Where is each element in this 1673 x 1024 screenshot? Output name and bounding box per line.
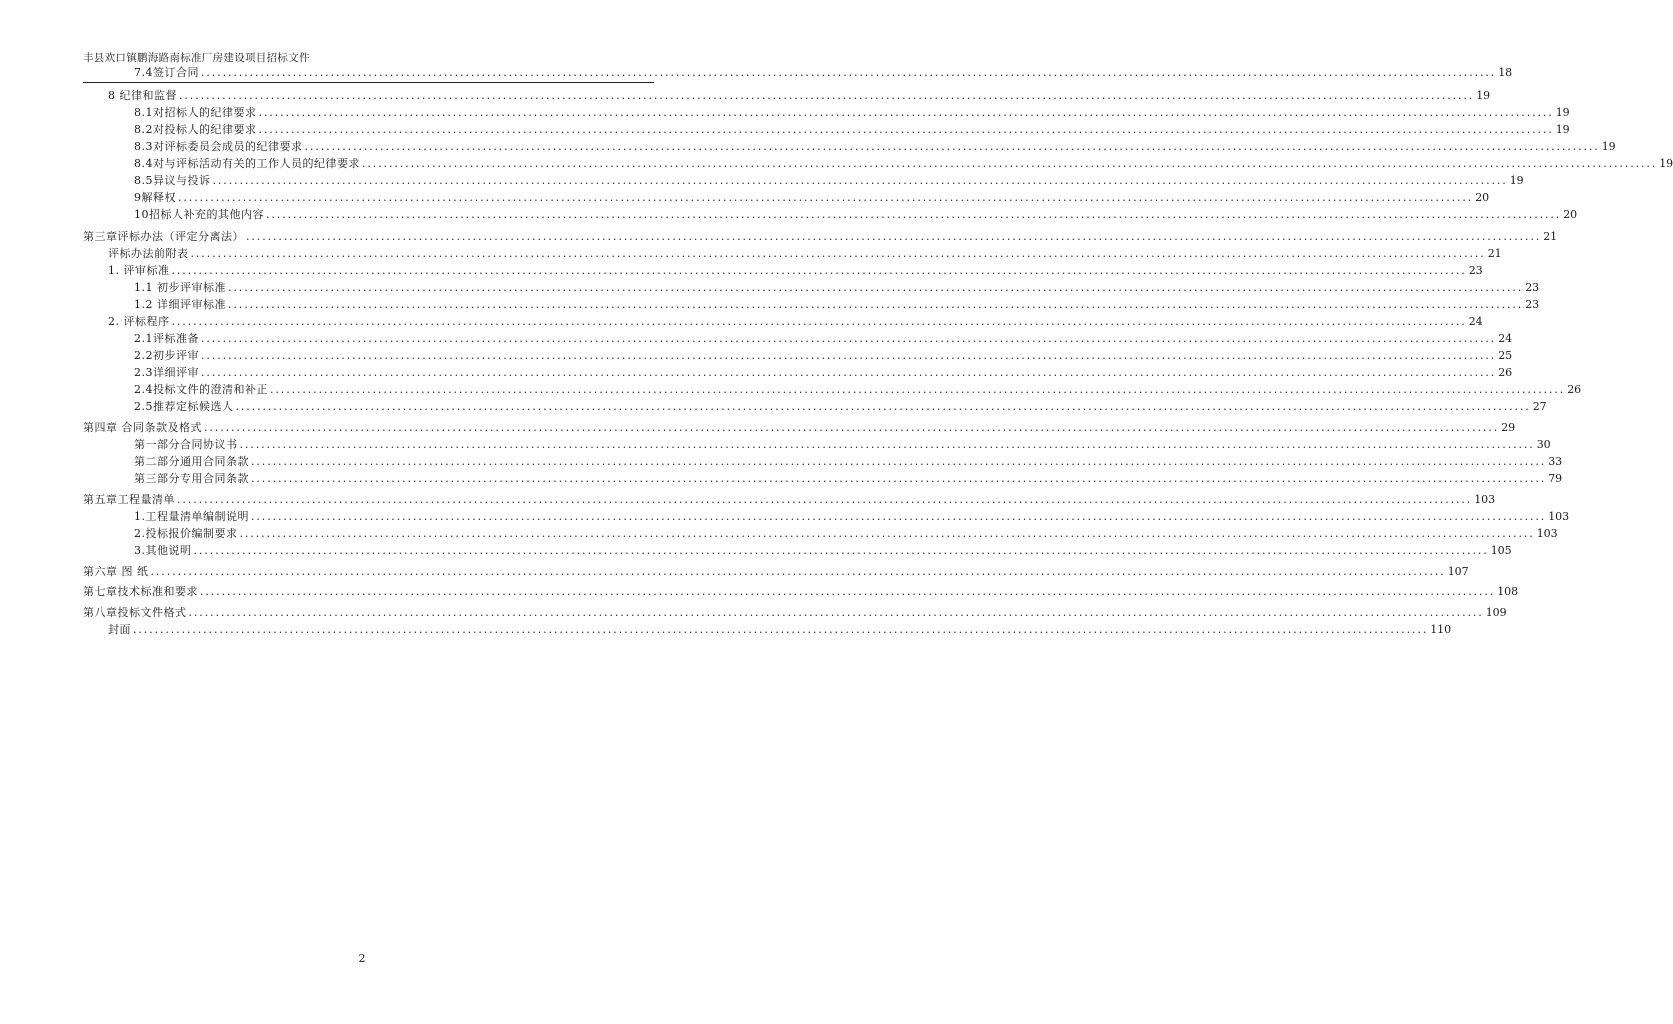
toc-entry-page: 25 (1498, 349, 1513, 362)
page-number: 2 (358, 952, 366, 965)
toc-dot-leader: ................................................................................................................................................................................................................................................ (235, 400, 1531, 413)
toc-entry-page: 105 (1490, 544, 1512, 557)
toc-entry-page: 19 (1555, 123, 1570, 136)
header-divider (83, 82, 654, 83)
toc-entry[interactable] (134, 103, 1570, 120)
toc-dot-leader: ................................................................................................................................................................................................................................................ (266, 208, 1562, 221)
toc-entry[interactable] (134, 278, 1540, 295)
toc-entry-page: 24 (1468, 315, 1483, 328)
toc-entry-page: 29 (1501, 421, 1516, 434)
toc-entry-label: 8.1对招标人的纪律要求 (134, 106, 257, 119)
toc-entry[interactable] (134, 120, 1570, 137)
toc-entry-page: 21 (1487, 247, 1502, 260)
toc-dot-leader: ................................................................................................................................................................................................................................................ (239, 438, 1535, 451)
toc-entry[interactable] (134, 188, 1490, 205)
toc-entry-label: 8.2对投标人的纪律要求 (134, 123, 257, 136)
toc-entry-label: 第八章投标文件格式 (83, 606, 187, 619)
toc-dot-leader: ................................................................................................................................................................................................................................................ (204, 421, 1500, 434)
toc-entry-page: 23 (1468, 264, 1483, 277)
toc-dot-leader: ................................................................................................................................................................................................................................................ (258, 123, 1554, 136)
toc-dot-leader: ................................................................................................................................................................................................................................................ (200, 585, 1496, 598)
toc-dot-leader: ................................................................................................................................................................................................................................................ (246, 230, 1542, 243)
toc-entry-label: 第二部分通用合同条款 (134, 455, 249, 468)
toc-entry-page: 18 (1498, 66, 1513, 79)
toc-dot-leader: ................................................................................................................................................................................................................................................ (304, 140, 1600, 153)
toc-entry[interactable] (83, 582, 1519, 599)
toc-entry-label: 第三章评标办法（评定分离法） (83, 230, 244, 243)
toc-entry[interactable] (134, 205, 1578, 222)
toc-entry[interactable] (134, 363, 1513, 380)
toc-dot-leader: ................................................................................................................................................................................................................................................ (171, 315, 1467, 328)
toc-entry-label: 1.2 详细评审标准 (134, 298, 226, 311)
toc-entry-label: 2.4投标文件的澄清和补正 (134, 383, 268, 396)
toc-entry-page: 19 (1601, 140, 1616, 153)
toc-dot-leader: ................................................................................................................................................................................................................................................ (188, 606, 1484, 619)
toc-entry[interactable] (134, 507, 1570, 524)
toc-entry-page: 19 (1659, 157, 1673, 170)
toc-dot-leader: ................................................................................................................................................................................................................................................ (362, 157, 1658, 170)
toc-entry-label: 第五章工程量清单 (83, 493, 175, 506)
toc-dot-leader: ................................................................................................................................................................................................................................................ (201, 349, 1497, 362)
toc-entry[interactable] (134, 524, 1558, 541)
toc-entry[interactable] (108, 620, 1452, 637)
toc-entry-label: 8.4对与评标活动有关的工作人员的纪律要求 (134, 157, 360, 170)
toc-entry[interactable] (83, 418, 1516, 435)
toc-entry-label: 第七章技术标准和要求 (83, 585, 198, 598)
toc-dot-leader: ................................................................................................................................................................................................................................................ (201, 366, 1497, 379)
toc-entry-page: 107 (1447, 565, 1469, 578)
toc-entry-label: 2.1评标准备 (134, 332, 199, 345)
toc-entry[interactable] (134, 452, 1563, 469)
toc-entry[interactable] (134, 63, 1513, 80)
toc-entry-page: 109 (1485, 606, 1507, 619)
toc-entry[interactable] (83, 562, 1469, 579)
toc-entry-label: 2.5推荐定标候选人 (134, 400, 234, 413)
toc-entry-label: 3.其他说明 (134, 544, 192, 557)
toc-entry[interactable] (134, 329, 1513, 346)
toc-entry-label: 2.投标报价编制要求 (134, 527, 238, 540)
toc-dot-leader: ................................................................................................................................................................................................................................................ (178, 191, 1474, 204)
toc-dot-leader: ................................................................................................................................................................................................................................................ (251, 510, 1547, 523)
toc-entry-page: 30 (1536, 438, 1551, 451)
toc-entry-page: 79 (1548, 472, 1563, 485)
toc-entry-page: 19 (1555, 106, 1570, 119)
toc-entry-label: 2.2初步评审 (134, 349, 199, 362)
toc-entry[interactable] (134, 397, 1547, 414)
toc-entry-page: 103 (1474, 493, 1496, 506)
toc-entry-page: 108 (1497, 585, 1519, 598)
toc-entry-label: 1.工程量清单编制说明 (134, 510, 249, 523)
toc-entry[interactable] (83, 603, 1507, 620)
toc-entry-label: 8 纪律和监督 (108, 89, 177, 102)
toc-entry-label: 8.5异议与投诉 (134, 174, 211, 187)
toc-entry-label: 10招标人补充的其他内容 (134, 208, 264, 221)
toc-entry-label: 9解释权 (134, 191, 176, 204)
toc-entry-page: 21 (1543, 230, 1558, 243)
toc-entry-page: 26 (1498, 366, 1513, 379)
toc-entry-label: 第六章 图 纸 (83, 565, 149, 578)
toc-dot-leader: ................................................................................................................................................................................................................................................ (133, 623, 1429, 636)
toc-entry[interactable] (108, 261, 1483, 278)
toc-dot-leader: ................................................................................................................................................................................................................................................ (239, 527, 1535, 540)
toc-dot-leader: ................................................................................................................................................................................................................................................ (177, 493, 1473, 506)
toc-dot-leader: ................................................................................................................................................................................................................................................ (270, 383, 1566, 396)
toc-entry-label: 1. 评审标准 (108, 264, 170, 277)
toc-entry-page: 103 (1536, 527, 1558, 540)
toc-dot-leader: ................................................................................................................................................................................................................................................ (193, 544, 1489, 557)
toc-dot-leader: ................................................................................................................................................................................................................................................ (228, 281, 1524, 294)
toc-entry-page: 33 (1548, 455, 1563, 468)
toc-entry-page: 103 (1548, 510, 1570, 523)
toc-dot-leader: ................................................................................................................................................................................................................................................ (190, 247, 1486, 260)
toc-entry[interactable] (134, 154, 1673, 171)
toc-entry-label: 第三部分专用合同条款 (134, 472, 249, 485)
toc-entry[interactable] (108, 312, 1483, 329)
toc-entry-label: 第四章 合同条款及格式 (83, 421, 202, 434)
toc-entry[interactable] (134, 435, 1551, 452)
toc-entry-page: 23 (1525, 281, 1540, 294)
document-header-title: 丰县欢口镇鹏海路南标准厂房建设项目招标文件 (83, 52, 310, 64)
toc-entry-page: 26 (1567, 383, 1582, 396)
toc-entry[interactable] (134, 469, 1563, 486)
toc-entry-page: 23 (1525, 298, 1540, 311)
toc-entry-label: 评标办法前附表 (108, 247, 189, 260)
toc-dot-leader: ................................................................................................................................................................................................................................................ (228, 298, 1524, 311)
toc-entry-page: 110 (1430, 623, 1452, 636)
toc-entry[interactable] (83, 490, 1496, 507)
toc-entry[interactable] (134, 137, 1616, 154)
toc-entry-label: 8.3对评标委员会成员的纪律要求 (134, 140, 303, 153)
toc-dot-leader: ................................................................................................................................................................................................................................................ (201, 332, 1497, 345)
toc-dot-leader: ................................................................................................................................................................................................................................................ (171, 264, 1467, 277)
toc-entry-page: 20 (1475, 191, 1490, 204)
toc-entry-page: 24 (1498, 332, 1513, 345)
toc-entry-label: 封面 (108, 623, 131, 636)
toc-dot-leader: ................................................................................................................................................................................................................................................ (201, 66, 1497, 79)
toc-entry-label: 2.3详细评审 (134, 366, 199, 379)
toc-dot-leader: ................................................................................................................................................................................................................................................ (251, 472, 1547, 485)
toc-entry[interactable] (134, 380, 1582, 397)
toc-entry[interactable] (108, 244, 1502, 261)
toc-dot-leader: ................................................................................................................................................................................................................................................ (258, 106, 1554, 119)
toc-entry-page: 27 (1532, 400, 1547, 413)
toc-entry[interactable] (134, 541, 1512, 558)
toc-entry-page: 19 (1509, 174, 1524, 187)
toc-entry[interactable] (134, 171, 1524, 188)
toc-entry-page: 20 (1563, 208, 1578, 221)
toc-dot-leader: ................................................................................................................................................................................................................................................ (179, 89, 1475, 102)
toc-dot-leader: ................................................................................................................................................................................................................................................ (212, 174, 1508, 187)
toc-entry-label: 2. 评标程序 (108, 315, 170, 328)
toc-dot-leader: ................................................................................................................................................................................................................................................ (251, 455, 1547, 468)
toc-entry[interactable] (83, 227, 1558, 244)
toc-entry-label: 7.4签订合同 (134, 66, 199, 79)
toc-entry-label: 第一部分合同协议书 (134, 438, 238, 451)
toc-entry-label: 1.1 初步评审标准 (134, 281, 226, 294)
toc-dot-leader: ................................................................................................................................................................................................................................................ (150, 565, 1446, 578)
toc-entry[interactable] (134, 295, 1540, 312)
toc-entry[interactable] (134, 346, 1513, 363)
toc-entry-page: 19 (1476, 89, 1491, 102)
toc-entry[interactable] (108, 86, 1491, 103)
